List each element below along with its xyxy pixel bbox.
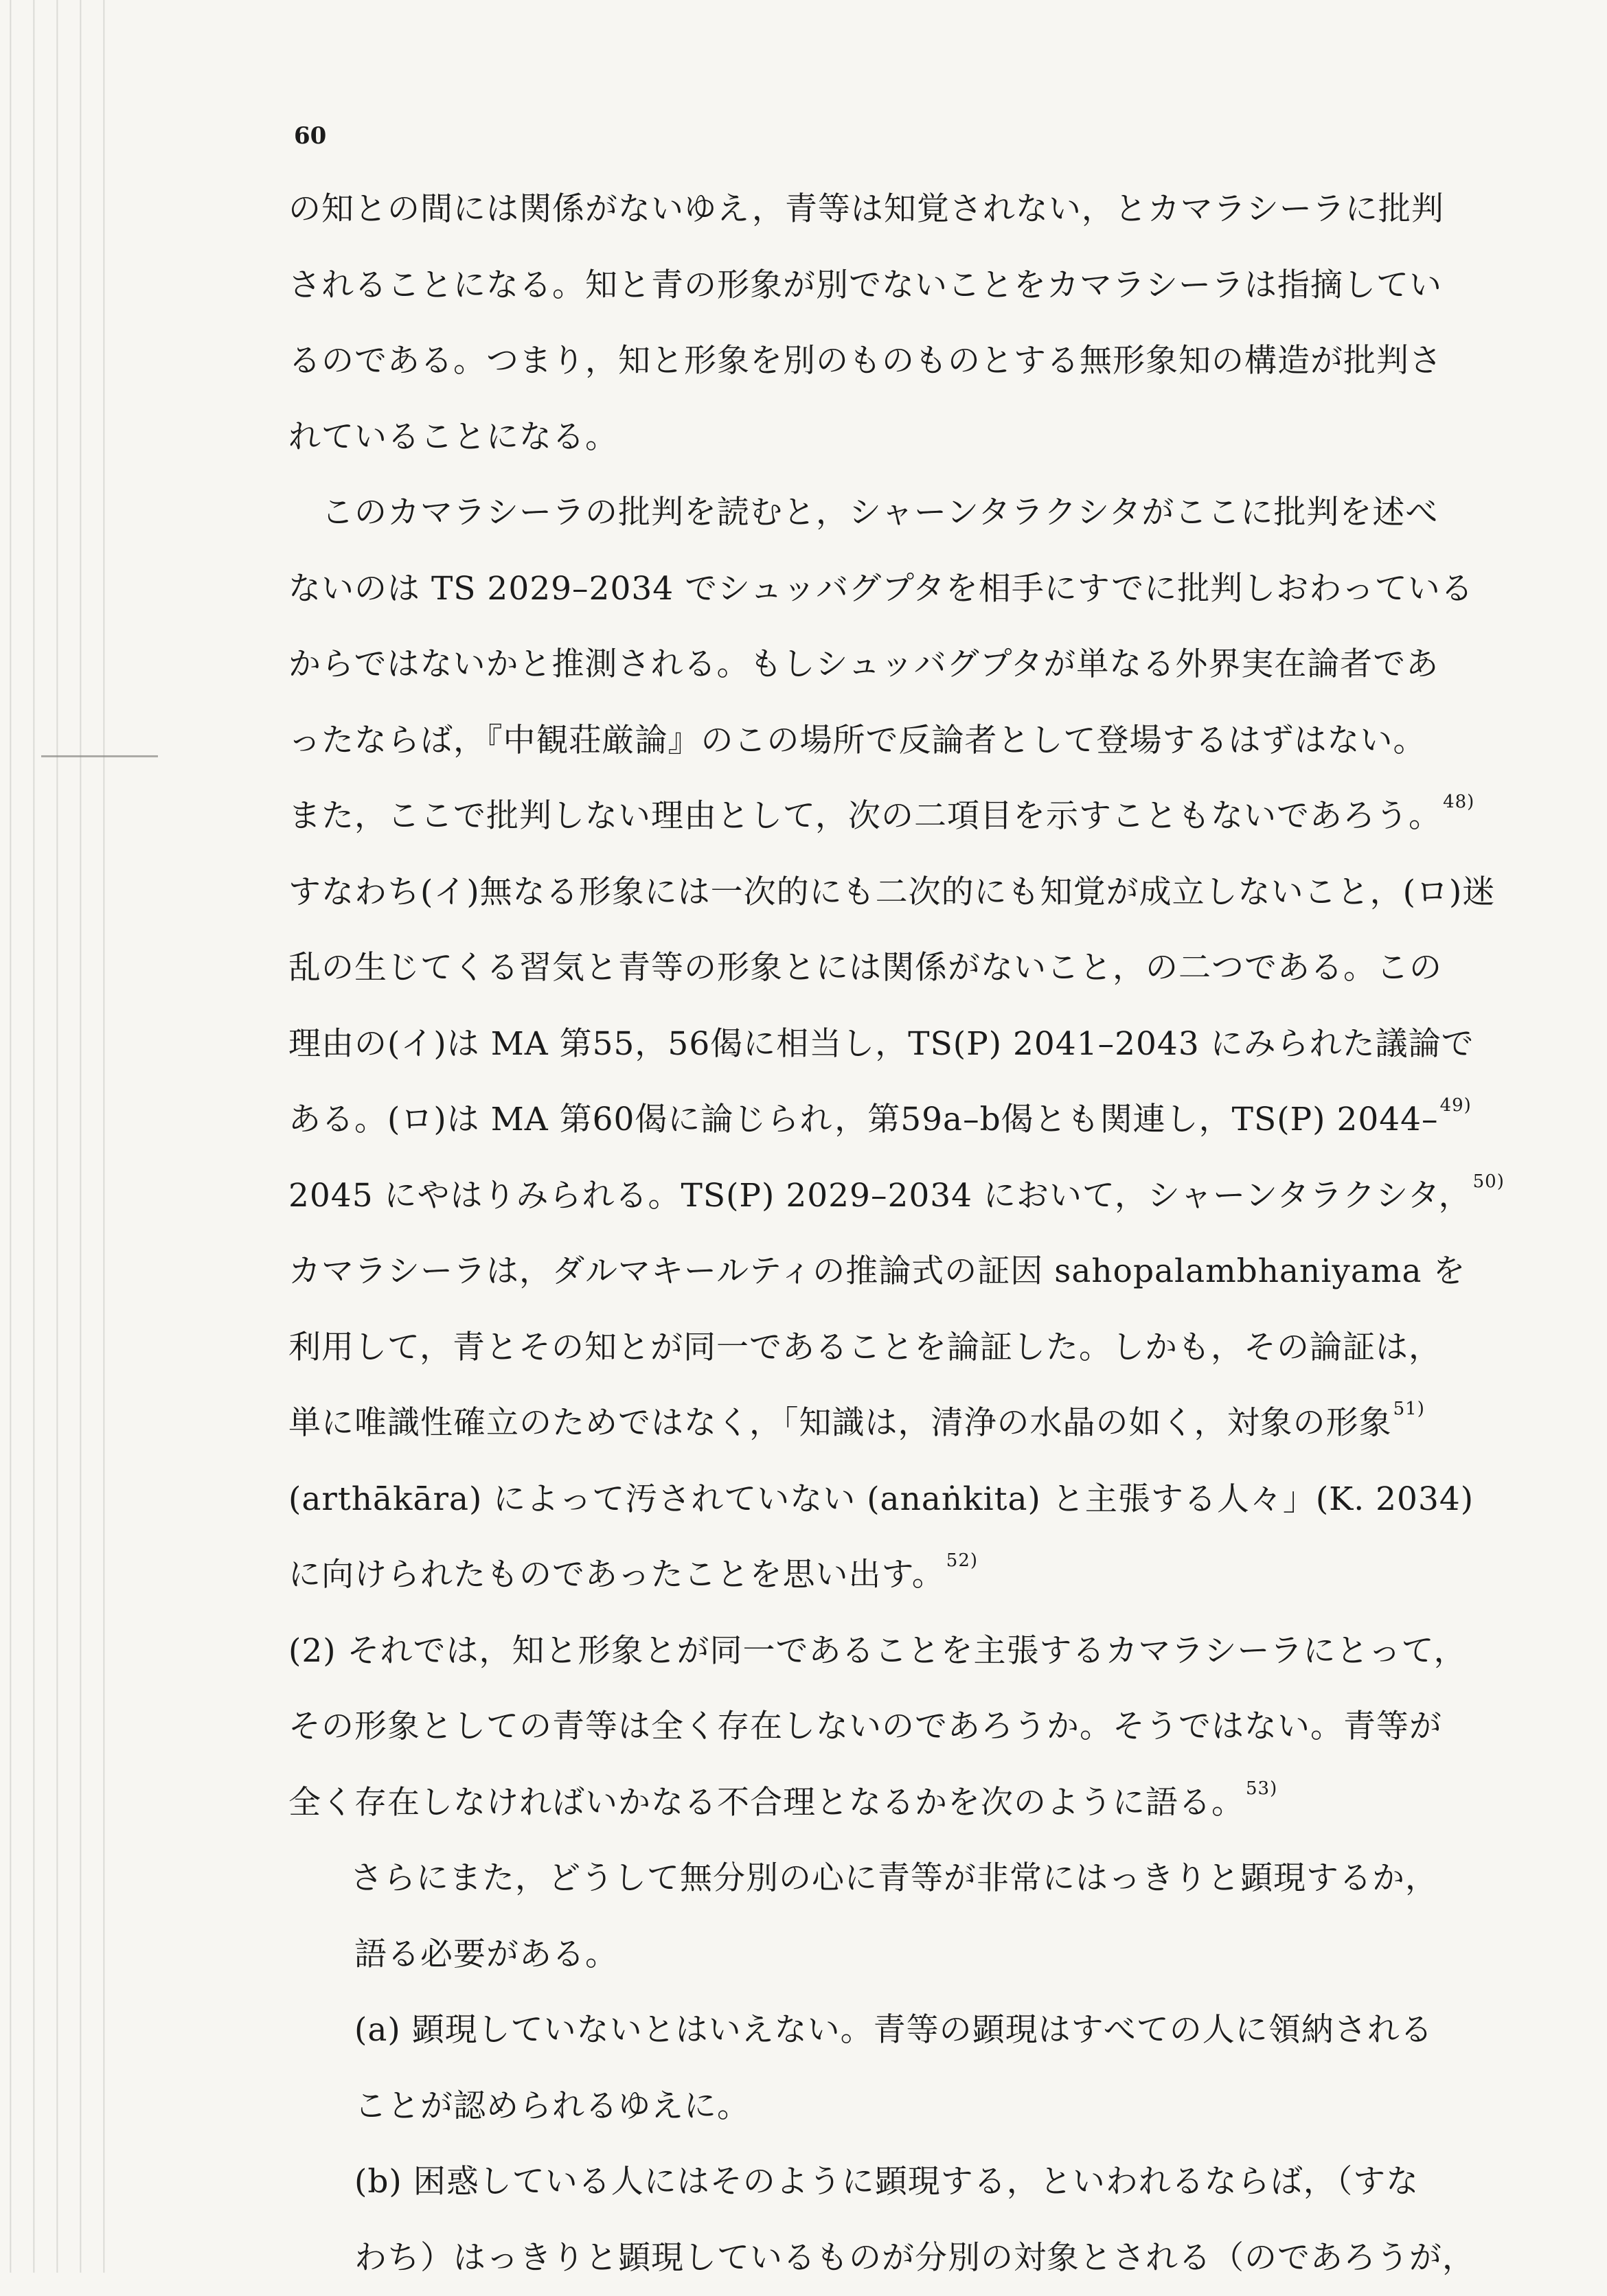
text-line	[288, 779, 1504, 855]
footnote-marker: 51)	[1393, 1399, 1425, 1419]
text-line-content: ないのは TS 2029–2034 でシュッバグプタを相手にすでに批判しおわっている	[288, 570, 1474, 608]
footnote-marker: 53)	[1246, 1778, 1277, 1799]
text-line	[288, 172, 1504, 248]
text-line-content: すなわち(イ)無なる形象には一次的にも二次的にも知覚が成立しないこと，(ロ)迷	[288, 873, 1495, 911]
text-line-content: ったならば，『中観荘厳論』のこの場所で反論者として登場するはずはない。	[288, 722, 1426, 759]
text-line	[288, 1007, 1504, 1083]
text-line	[288, 2220, 1504, 2296]
text-line-content: 乱の生じてくる習気と青等の形象とには関係がないこと，の二つである。この	[288, 949, 1442, 987]
text-line	[288, 1614, 1504, 1690]
text-line	[288, 1462, 1504, 1538]
text-line	[288, 930, 1504, 1007]
text-line-content: されることになる。知と青の形象が別でないことをカマラシーラは指摘してい	[288, 266, 1442, 304]
text-line	[288, 1386, 1504, 1462]
text-line	[288, 1234, 1504, 1310]
text-line	[288, 1537, 1504, 1614]
text-line	[288, 1310, 1504, 1386]
body-text	[288, 172, 1504, 2296]
text-line	[288, 323, 1504, 400]
text-line	[288, 1993, 1504, 2069]
text-line-content: その形象としての青等は全く存在しないのであろうか。そうではない。青等が	[288, 1708, 1442, 1745]
text-line	[288, 1765, 1504, 1841]
text-line-content: カマラシーラは，ダルマキールティの推論式の証因 sahopalambhaniyama を	[288, 1252, 1466, 1290]
text-line	[288, 1917, 1504, 1993]
text-line-content: 2045 にやはりみられる。TS(P) 2029–2034 において，シャーンタラクシタ，	[288, 1177, 1472, 1215]
text-line-content: 理由の(イ)は MA 第55，56偈に相当し，TS(P) 2041–2043 にみられた議論で	[288, 1025, 1474, 1063]
text-line-content: わち）はっきりと顕現しているものが分別の対象とされる（のであろうが，	[354, 2239, 1475, 2277]
text-line-content: に向けられたものであったことを思い出す。	[288, 1556, 945, 1594]
text-line	[288, 1689, 1504, 1765]
text-line-content: このカマラシーラの批判を読むと，シャーンタラクシタがここに批判を述べ	[321, 494, 1438, 531]
text-line	[288, 703, 1504, 779]
text-line-content: (2) それでは，知と形象とが同一であることを主張するカマラシーラにとって，	[288, 1632, 1467, 1670]
text-line-content: 単に唯識性確立のためではなく，「知識は，清浄の水晶の如く，対象の形象	[288, 1404, 1392, 1442]
text-line	[288, 475, 1504, 551]
footnote-marker: 50)	[1473, 1171, 1505, 1192]
footnote-marker: 52)	[946, 1550, 978, 1571]
text-line-content: また，ここで批判しない理由として，次の二項目を示すこともないであろう。	[288, 797, 1441, 835]
text-line	[288, 1082, 1504, 1158]
text-line-content: 利用して，青とその知とが同一であることを論証した。しかも，その論証は，	[288, 1329, 1441, 1366]
text-line	[288, 400, 1504, 476]
text-line	[288, 551, 1504, 628]
text-line	[288, 2144, 1504, 2220]
text-line-content: るのである。つまり，知と形象を別のものものとする無形象知の構造が批判さ	[288, 342, 1442, 380]
text-line	[288, 855, 1504, 931]
text-line	[288, 1841, 1504, 1917]
text-line-content: (a) 顕現していないとはいえない。青等の顕現はすべての人に領納される	[354, 2011, 1433, 2049]
footnote-marker: 48)	[1443, 792, 1474, 812]
text-line-content: 全く存在しなければいかなる不合理となるかを次のように語る。	[288, 1784, 1244, 1822]
text-line-content: からではないかと推測される。もしシュッバグプタが単なる外界実在論者であ	[288, 645, 1439, 683]
text-line-content: れていることになる。	[288, 418, 618, 456]
text-line-content: (arthākāra) によって汚されていない (anaṅkita) と主張する人々」(K. 2034)	[288, 1480, 1474, 1518]
text-line	[288, 2069, 1504, 2145]
text-line-content: 語る必要がある。	[354, 1936, 618, 1973]
binding-mark	[41, 755, 158, 757]
text-line-content: さらにまた，どうして無分別の心に青等が非常にはっきりと顕現するか，	[350, 1859, 1438, 1897]
text-line-content: ことが認められるゆえに。	[354, 2087, 750, 2125]
page-number: 60	[294, 122, 326, 150]
text-line-content: ある。(ロ)は MA 第60偈に論じられ，第59a–b偈とも関連し，TS(P) 2044–	[288, 1101, 1439, 1138]
text-line	[288, 1158, 1504, 1235]
footnote-marker: 49)	[1440, 1095, 1472, 1116]
text-line	[288, 248, 1504, 324]
text-line-content: の知との間には関係がないゆえ，青等は知覚されない，とカマラシーラに批判	[288, 190, 1444, 228]
text-line	[288, 627, 1504, 703]
binding-margin	[0, 0, 124, 2273]
text-line-content: (b) 困惑している人にはそのように顕現する，といわれるならば，（すな	[354, 2163, 1419, 2201]
